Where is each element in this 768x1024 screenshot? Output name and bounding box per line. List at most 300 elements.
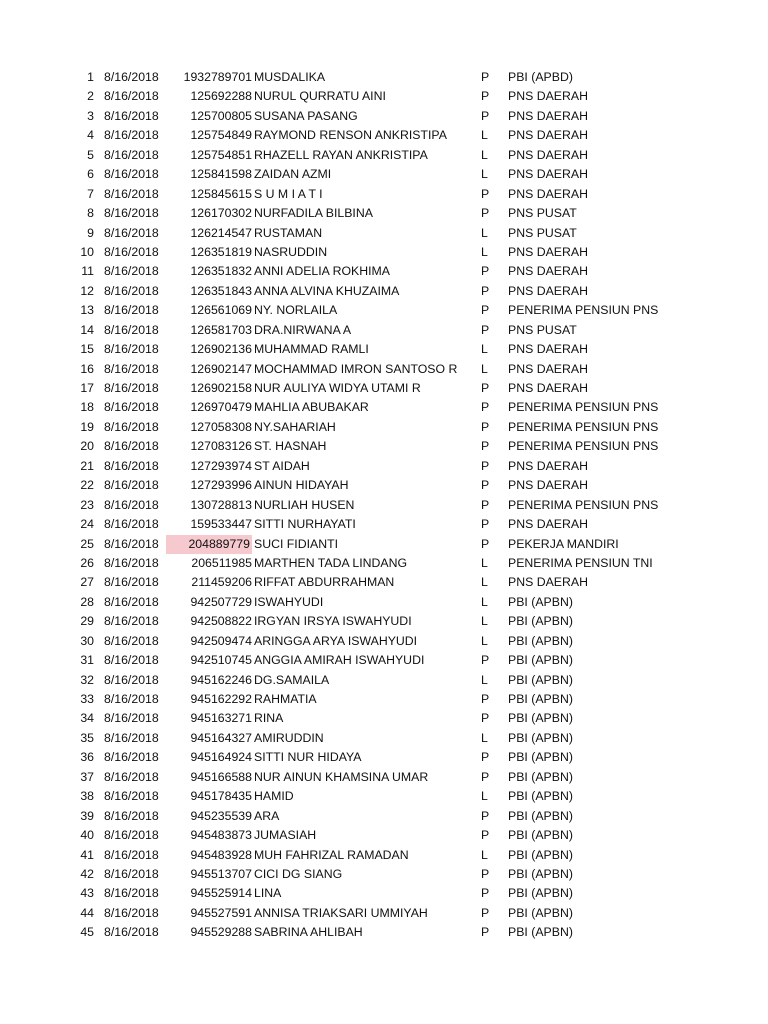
category-cell[interactable]: PEKERJA MANDIRI (508, 536, 619, 551)
name-cell[interactable]: SITTI NURHAYATI (254, 517, 356, 532)
category-cell[interactable]: PBI (APBN) (508, 789, 573, 804)
name-cell[interactable]: ST AIDAH (254, 458, 310, 473)
id-number-cell[interactable]: 945164924 (190, 750, 252, 765)
date-cell[interactable]: 8/16/2018 (104, 478, 159, 493)
id-number-cell[interactable]: 126561069 (190, 303, 252, 318)
id-number-cell[interactable]: 126351843 (190, 283, 252, 298)
name-cell[interactable]: S U M I A T I (254, 186, 323, 201)
id-number-cell[interactable]: 945162246 (190, 672, 252, 687)
date-cell[interactable]: 8/16/2018 (104, 653, 159, 668)
gender-cell[interactable]: P (481, 264, 490, 279)
gender-cell[interactable]: L (481, 361, 488, 376)
name-cell[interactable]: MOCHAMMAD IMRON SANTOSO R (254, 361, 458, 376)
date-cell[interactable]: 8/16/2018 (104, 497, 159, 512)
name-cell[interactable]: RHAZELL RAYAN ANKRISTIPA (254, 147, 428, 162)
gender-cell[interactable]: L (481, 244, 488, 259)
id-number-cell[interactable]: 206511985 (191, 555, 252, 570)
gender-cell[interactable]: P (481, 750, 490, 765)
id-number-cell[interactable]: 204889779 (166, 535, 252, 554)
date-cell[interactable]: 8/16/2018 (104, 244, 159, 259)
gender-cell[interactable]: P (481, 808, 490, 823)
row-number-cell[interactable]: 22 (80, 478, 94, 493)
table-row (0, 573, 768, 592)
table-row (0, 107, 768, 126)
date-cell[interactable]: 8/16/2018 (104, 866, 159, 881)
category-cell[interactable]: PNS DAERAH (508, 147, 588, 162)
category-cell[interactable]: PBI (APBN) (508, 594, 573, 609)
name-cell[interactable]: MARTHEN TADA LINDANG (254, 555, 408, 570)
id-number-cell[interactable]: 126902158 (190, 381, 252, 395)
gender-cell[interactable]: P (481, 108, 490, 123)
date-cell[interactable]: 8/16/2018 (104, 167, 159, 182)
category-cell[interactable]: PNS DAERAH (508, 89, 588, 104)
name-cell[interactable]: ISWAHYUDI (254, 594, 324, 609)
table-row (0, 204, 768, 223)
date-cell[interactable]: 8/16/2018 (104, 672, 159, 687)
name-cell[interactable]: NY.SAHARIAH (254, 419, 336, 434)
category-cell[interactable]: PNS DAERAH (508, 361, 588, 376)
name-cell[interactable]: ARA (254, 808, 280, 823)
table-row (0, 535, 768, 554)
name-cell[interactable]: NUR AULIYA WIDYA UTAMI R (254, 381, 421, 395)
row-number-cell[interactable]: 18 (80, 400, 94, 415)
name-cell[interactable]: NY. NORLAILA (254, 303, 338, 318)
name-cell[interactable]: RAHMATIA (254, 692, 317, 706)
table-row (0, 671, 768, 690)
date-cell[interactable]: 8/16/2018 (104, 400, 159, 415)
category-cell[interactable]: PBI (APBN) (508, 750, 573, 765)
id-number-cell[interactable]: 945525914 (190, 886, 252, 901)
date-cell[interactable]: 8/16/2018 (104, 458, 159, 473)
name-cell[interactable]: RIFFAT ABDURRAHMAN (254, 575, 395, 590)
row-number-cell[interactable]: 12 (80, 283, 94, 298)
row-number-cell[interactable]: 6 (87, 167, 94, 182)
table-row (0, 846, 768, 865)
table-row (0, 807, 768, 826)
name-cell[interactable]: NURUL QURRATU AINI (254, 89, 386, 104)
name-cell[interactable]: ANNISA TRIAKSARI UMMIYAH (254, 905, 428, 920)
name-cell[interactable]: SUSANA PASANG (254, 108, 358, 123)
row-number-cell[interactable]: 39 (80, 808, 94, 823)
id-number-cell[interactable]: 945166588 (190, 769, 252, 784)
name-cell[interactable]: NURLIAH HUSEN (254, 497, 355, 512)
gender-cell[interactable]: P (481, 89, 490, 104)
row-number-cell[interactable]: 34 (80, 711, 94, 726)
name-cell[interactable]: CICI DG SIANG (254, 866, 343, 881)
table-row (0, 360, 768, 379)
row-number-cell[interactable]: 11 (81, 264, 94, 279)
row-number-cell[interactable]: 16 (80, 361, 94, 376)
date-cell[interactable]: 8/16/2018 (104, 89, 159, 104)
row-number-cell[interactable]: 41 (80, 847, 94, 862)
table-row (0, 418, 768, 437)
category-cell[interactable]: PNS DAERAH (508, 458, 588, 473)
id-number-cell[interactable]: 942508822 (190, 614, 252, 629)
date-cell[interactable]: 8/16/2018 (104, 614, 159, 629)
table-row (0, 398, 768, 417)
category-cell[interactable]: PENERIMA PENSIUN PNS (508, 497, 659, 512)
date-cell[interactable]: 8/16/2018 (104, 769, 159, 784)
id-number-cell[interactable]: 942507729 (190, 594, 252, 609)
date-cell[interactable]: 8/16/2018 (104, 828, 159, 843)
id-number-cell[interactable]: 126351819 (190, 244, 252, 259)
date-cell[interactable]: 8/16/2018 (104, 186, 159, 201)
row-number-cell[interactable]: 19 (80, 419, 94, 434)
category-cell[interactable]: PBI (APBN) (508, 925, 573, 940)
category-cell[interactable]: PNS DAERAH (508, 108, 588, 123)
id-number-cell[interactable]: 945483873 (190, 828, 252, 843)
name-cell[interactable]: AINUN HIDAYAH (254, 478, 349, 493)
row-number-cell[interactable]: 28 (80, 594, 94, 609)
row-number-cell[interactable]: 14 (80, 322, 94, 337)
category-cell[interactable]: PBI (APBN) (508, 886, 573, 901)
category-cell[interactable]: PBI (APBN) (508, 672, 573, 687)
category-cell[interactable]: PNS PUSAT (508, 225, 577, 240)
id-number-cell[interactable]: 942509474 (190, 633, 252, 648)
category-cell[interactable]: PNS DAERAH (508, 244, 588, 259)
gender-cell[interactable]: P (481, 905, 490, 920)
date-cell[interactable]: 8/16/2018 (104, 439, 159, 454)
id-number-cell[interactable]: 127293974 (190, 458, 252, 473)
row-number-cell[interactable]: 31 (80, 653, 94, 668)
gender-cell[interactable]: L (481, 147, 488, 162)
gender-cell[interactable]: P (481, 828, 490, 843)
gender-cell[interactable]: P (481, 322, 490, 337)
id-number-cell[interactable]: 125845615 (190, 186, 252, 201)
date-cell[interactable]: 8/16/2018 (104, 361, 159, 376)
table-row (0, 243, 768, 262)
name-cell[interactable]: IRGYAN IRSYA ISWAHYUDI (254, 614, 412, 629)
row-number-cell[interactable]: 5 (87, 147, 94, 162)
name-cell[interactable]: LINA (254, 886, 282, 901)
row-number-cell[interactable]: 25 (80, 536, 94, 551)
gender-cell[interactable]: P (481, 536, 490, 551)
category-cell[interactable]: PBI (APBN) (508, 692, 573, 706)
gender-cell[interactable]: P (481, 303, 490, 318)
category-cell[interactable]: PNS DAERAH (508, 186, 588, 201)
id-number-cell[interactable]: 125754849 (190, 128, 252, 143)
name-cell[interactable]: ANNI ADELIA ROKHIMA (254, 264, 390, 279)
gender-cell[interactable]: L (481, 167, 488, 182)
category-cell[interactable]: PNS DAERAH (508, 517, 588, 532)
date-cell[interactable]: 8/16/2018 (104, 225, 159, 240)
name-cell[interactable]: SUCI FIDIANTI (254, 536, 339, 551)
gender-cell[interactable]: L (481, 730, 488, 745)
date-cell[interactable]: 8/16/2018 (104, 147, 159, 162)
row-number-cell[interactable]: 9 (87, 225, 94, 240)
gender-cell[interactable]: L (481, 575, 488, 590)
gender-cell[interactable]: P (481, 458, 490, 473)
date-cell[interactable]: 8/16/2018 (104, 594, 159, 609)
row-number-cell[interactable]: 36 (80, 750, 94, 765)
row-number-cell[interactable]: 7 (87, 186, 94, 201)
date-cell[interactable]: 8/16/2018 (104, 730, 159, 745)
gender-cell[interactable]: L (481, 594, 488, 609)
gender-cell[interactable]: L (481, 672, 488, 687)
table-row (0, 690, 768, 709)
row-number-cell[interactable]: 45 (80, 925, 94, 940)
row-number-cell[interactable]: 35 (80, 730, 94, 745)
gender-cell[interactable]: P (481, 70, 490, 84)
date-cell[interactable]: 8/16/2018 (104, 381, 159, 395)
gender-cell[interactable]: P (481, 283, 490, 298)
row-number-cell[interactable]: 21 (80, 458, 94, 473)
id-number-cell[interactable]: 126902136 (190, 342, 252, 357)
gender-cell[interactable]: P (481, 439, 490, 454)
table-row (0, 224, 768, 243)
row-number-cell[interactable]: 23 (80, 497, 94, 512)
category-cell[interactable]: PNS DAERAH (508, 478, 588, 493)
name-cell[interactable]: ST. HASNAH (254, 439, 327, 454)
row-number-cell[interactable]: 1 (87, 70, 94, 84)
date-cell[interactable]: 8/16/2018 (104, 575, 159, 590)
gender-cell[interactable]: P (481, 206, 490, 221)
id-number-cell[interactable]: 1932789701 (183, 70, 252, 84)
row-number-cell[interactable]: 37 (80, 769, 94, 784)
table-row (0, 282, 768, 301)
id-number-cell[interactable]: 159533447 (190, 517, 252, 532)
date-cell[interactable]: 8/16/2018 (104, 633, 159, 648)
category-cell[interactable]: PENERIMA PENSIUN PNS (508, 439, 659, 454)
category-cell[interactable]: PBI (APBN) (508, 633, 573, 648)
name-cell[interactable]: NUR AINUN KHAMSINA UMAR (254, 769, 429, 784)
row-number-cell[interactable]: 2 (87, 89, 94, 104)
id-number-cell[interactable]: 945529288 (190, 925, 252, 940)
gender-cell[interactable]: P (481, 653, 490, 668)
date-cell[interactable]: 8/16/2018 (104, 905, 159, 920)
gender-cell[interactable]: L (481, 614, 488, 629)
name-cell[interactable]: NASRUDDIN (254, 244, 328, 259)
date-cell[interactable]: 8/16/2018 (104, 264, 159, 279)
table-row (0, 379, 768, 398)
table-row (0, 496, 768, 515)
row-number-cell[interactable]: 38 (80, 789, 94, 804)
name-cell[interactable]: ANGGIA AMIRAH ISWAHYUDI (254, 653, 425, 668)
id-number-cell[interactable]: 945178435 (190, 789, 252, 804)
name-cell[interactable]: HAMID (254, 789, 294, 804)
row-number-cell[interactable]: 3 (87, 108, 94, 123)
date-cell[interactable]: 8/16/2018 (104, 925, 159, 940)
name-cell[interactable]: MAHLIA ABUBAKAR (254, 400, 369, 415)
row-number-cell[interactable]: 15 (80, 342, 94, 357)
name-cell[interactable]: RINA (254, 711, 284, 726)
gender-cell[interactable]: P (481, 769, 490, 784)
gender-cell[interactable]: P (481, 517, 490, 532)
date-cell[interactable]: 8/16/2018 (104, 342, 159, 357)
row-number-cell[interactable]: 4 (87, 128, 94, 143)
table-row (0, 884, 768, 903)
row-number-cell[interactable]: 29 (80, 614, 94, 629)
name-cell[interactable]: DG.SAMAILA (254, 672, 330, 687)
category-cell[interactable]: PNS DAERAH (508, 575, 588, 590)
category-cell[interactable]: PBI (APBN) (508, 828, 573, 843)
id-number-cell[interactable]: 126170302 (190, 206, 252, 221)
category-cell[interactable]: PBI (APBN) (508, 614, 573, 629)
category-cell[interactable]: PENERIMA PENSIUN PNS (508, 400, 659, 415)
table-row (0, 262, 768, 281)
id-number-cell[interactable]: 945483928 (190, 847, 252, 862)
date-cell[interactable]: 8/16/2018 (104, 692, 159, 706)
table-row (0, 185, 768, 204)
id-number-cell[interactable]: 126581703 (190, 322, 252, 337)
gender-cell[interactable]: P (481, 886, 490, 901)
category-cell[interactable]: PNS DAERAH (508, 342, 588, 357)
gender-cell[interactable]: L (481, 789, 488, 804)
category-cell[interactable]: PNS PUSAT (508, 322, 577, 337)
row-number-cell[interactable]: 42 (80, 866, 94, 881)
id-number-cell[interactable]: 945164327 (190, 730, 252, 745)
gender-cell[interactable]: P (481, 419, 490, 434)
id-number-cell[interactable]: 130728813 (190, 497, 252, 512)
category-cell[interactable]: PNS DAERAH (508, 264, 588, 279)
id-number-cell[interactable]: 125841598 (190, 167, 252, 182)
name-cell[interactable]: NURFADILA BILBINA (254, 206, 373, 221)
id-number-cell[interactable]: 126902147 (190, 361, 252, 376)
name-cell[interactable]: RAYMOND RENSON ANKRISTIPA (254, 128, 447, 143)
row-number-cell[interactable]: 20 (80, 439, 94, 454)
row-number-cell[interactable]: 33 (80, 692, 94, 706)
name-cell[interactable]: ZAIDAN AZMI (254, 167, 332, 182)
table-row (0, 515, 768, 534)
category-cell[interactable]: PNS DAERAH (508, 128, 588, 143)
table-row (0, 904, 768, 923)
id-number-cell[interactable]: 945163271 (190, 711, 252, 726)
gender-cell[interactable]: P (481, 478, 490, 493)
name-cell[interactable]: SABRINA AHLIBAH (254, 925, 363, 940)
id-number-cell[interactable]: 126351832 (190, 264, 252, 279)
date-cell[interactable]: 8/16/2018 (104, 808, 159, 823)
date-cell[interactable]: 8/16/2018 (104, 128, 159, 143)
date-cell[interactable]: 8/16/2018 (104, 750, 159, 765)
date-cell[interactable]: 8/16/2018 (104, 70, 159, 84)
table-row (0, 787, 768, 806)
date-cell[interactable]: 8/16/2018 (104, 847, 159, 862)
id-number-cell[interactable]: 942510745 (190, 653, 252, 668)
id-number-cell[interactable]: 125754851 (190, 147, 252, 162)
gender-cell[interactable]: P (481, 186, 490, 201)
gender-cell[interactable]: P (481, 497, 490, 512)
id-number-cell[interactable]: 945162292 (190, 692, 252, 706)
category-cell[interactable]: PNS DAERAH (508, 381, 588, 395)
category-cell[interactable]: PENERIMA PENSIUN PNS (508, 419, 659, 434)
date-cell[interactable]: 8/16/2018 (104, 206, 159, 221)
id-number-cell[interactable]: 126970479 (190, 400, 252, 415)
row-number-cell[interactable]: 24 (80, 517, 94, 532)
date-cell[interactable]: 8/16/2018 (104, 283, 159, 298)
id-number-cell[interactable]: 127083126 (190, 439, 252, 454)
gender-cell[interactable]: L (481, 555, 488, 570)
spreadsheet-table (0, 68, 768, 943)
category-cell[interactable]: PBI (APBN) (508, 653, 573, 668)
category-cell[interactable]: PNS DAERAH (508, 283, 588, 298)
row-number-cell[interactable]: 17 (80, 381, 94, 395)
row-number-cell[interactable]: 44 (80, 905, 94, 920)
category-cell[interactable]: PNS PUSAT (508, 206, 577, 221)
id-number-cell[interactable]: 127293996 (190, 478, 252, 493)
table-row (0, 768, 768, 787)
date-cell[interactable]: 8/16/2018 (104, 536, 159, 551)
row-number-cell[interactable]: 13 (80, 303, 94, 318)
gender-cell[interactable]: L (481, 128, 488, 143)
row-number-cell[interactable]: 26 (80, 555, 94, 570)
row-number-cell[interactable]: 43 (80, 886, 94, 901)
gender-cell[interactable]: L (481, 225, 488, 240)
name-cell[interactable]: MUHAMMAD RAMLI (254, 342, 369, 357)
gender-cell[interactable]: L (481, 847, 488, 862)
date-cell[interactable]: 8/16/2018 (104, 322, 159, 337)
gender-cell[interactable]: P (481, 711, 490, 726)
category-cell[interactable]: PBI (APBN) (508, 866, 573, 881)
name-cell[interactable]: JUMASIAH (254, 828, 317, 843)
table-row (0, 632, 768, 651)
date-cell[interactable]: 8/16/2018 (104, 517, 159, 532)
name-cell[interactable]: MUH FAHRIZAL RAMADAN (254, 847, 409, 862)
gender-cell[interactable]: L (481, 633, 488, 648)
id-number-cell[interactable]: 125700805 (190, 108, 252, 123)
name-cell[interactable]: SITTI NUR HIDAYA (254, 750, 362, 765)
category-cell[interactable]: PENERIMA PENSIUN TNI (508, 555, 653, 570)
row-number-cell[interactable]: 30 (80, 633, 94, 648)
table-row (0, 301, 768, 320)
date-cell[interactable]: 8/16/2018 (104, 886, 159, 901)
row-number-cell[interactable]: 40 (80, 828, 94, 843)
name-cell[interactable]: AMIRUDDIN (254, 730, 324, 745)
name-cell[interactable]: RUSTAMAN (254, 225, 323, 240)
name-cell[interactable]: ARINGGA ARYA ISWAHYUDI (254, 633, 418, 648)
gender-cell[interactable]: L (481, 342, 488, 357)
table-row (0, 457, 768, 476)
date-cell[interactable]: 8/16/2018 (104, 419, 159, 434)
id-number-cell[interactable]: 127058308 (190, 419, 252, 434)
category-cell[interactable]: PBI (APBD) (508, 70, 573, 84)
category-cell[interactable]: PNS DAERAH (508, 167, 588, 182)
row-number-cell[interactable]: 27 (80, 575, 94, 590)
id-number-cell[interactable]: 125692288 (190, 89, 252, 104)
date-cell[interactable]: 8/16/2018 (104, 108, 159, 123)
name-cell[interactable]: ANNA ALVINA KHUZAIMA (254, 283, 400, 298)
row-number-cell[interactable]: 32 (80, 672, 94, 687)
table-row (0, 748, 768, 767)
category-cell[interactable]: PENERIMA PENSIUN PNS (508, 303, 659, 318)
table-row (0, 87, 768, 106)
name-cell[interactable]: DRA.NIRWANA A (254, 322, 352, 337)
id-number-cell[interactable]: 126214547 (190, 225, 252, 240)
category-cell[interactable]: PBI (APBN) (508, 847, 573, 862)
row-number-cell[interactable]: 8 (87, 206, 94, 221)
category-cell[interactable]: PBI (APBN) (508, 769, 573, 784)
gender-cell[interactable]: P (481, 866, 490, 881)
category-cell[interactable]: PBI (APBN) (508, 905, 573, 920)
gender-cell[interactable]: P (481, 400, 490, 415)
gender-cell[interactable]: P (481, 381, 490, 395)
date-cell[interactable]: 8/16/2018 (104, 303, 159, 318)
gender-cell[interactable]: P (481, 692, 490, 706)
id-number-cell[interactable]: 945527591 (190, 905, 252, 920)
table-row (0, 476, 768, 495)
gender-cell[interactable]: P (481, 925, 490, 940)
id-number-cell[interactable]: 945513707 (190, 866, 252, 881)
category-cell[interactable]: PBI (APBN) (508, 730, 573, 745)
date-cell[interactable]: 8/16/2018 (104, 789, 159, 804)
category-cell[interactable]: PBI (APBN) (508, 808, 573, 823)
date-cell[interactable]: 8/16/2018 (104, 711, 159, 726)
date-cell[interactable]: 8/16/2018 (104, 555, 159, 570)
category-cell[interactable]: PBI (APBN) (508, 711, 573, 726)
name-cell[interactable]: MUSDALIKA (254, 70, 326, 84)
id-number-cell[interactable]: 945235539 (190, 808, 252, 823)
id-number-cell[interactable]: 211459206 (191, 575, 252, 590)
row-number-cell[interactable]: 10 (80, 244, 94, 259)
